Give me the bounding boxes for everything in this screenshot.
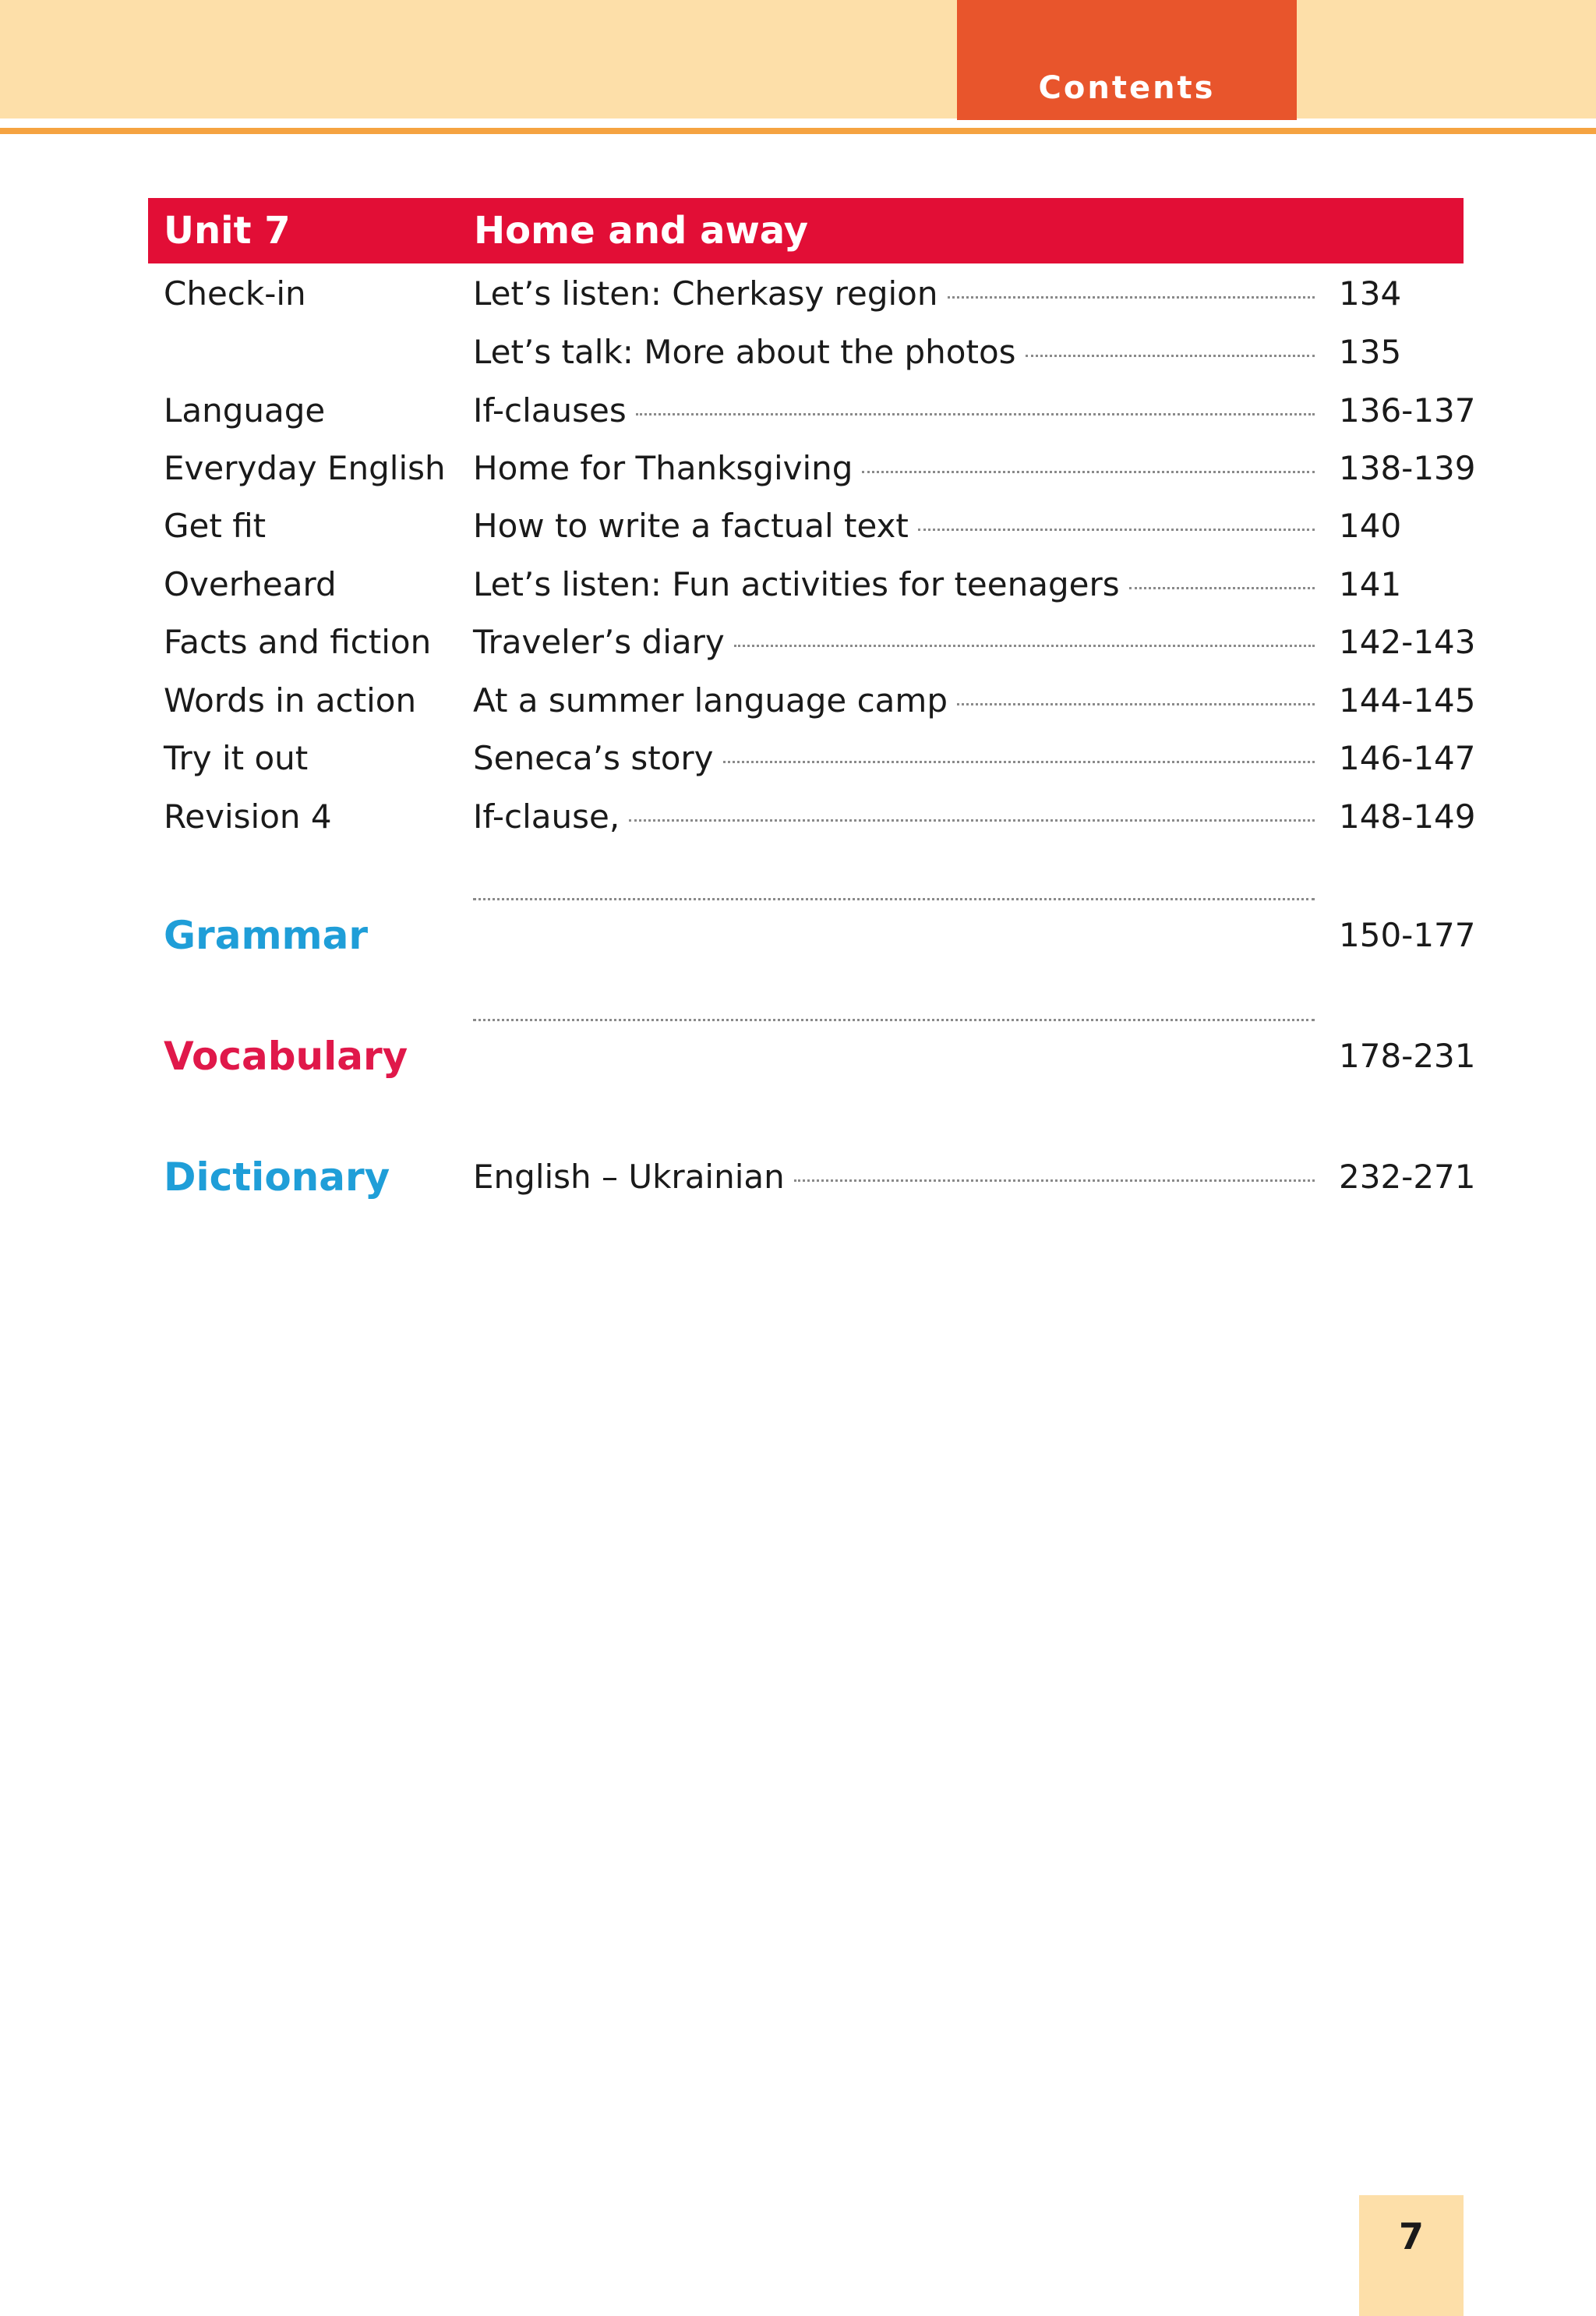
dot-leader — [957, 703, 1315, 705]
dot-leader — [918, 529, 1315, 531]
dot-leader — [473, 898, 1315, 900]
lesson-entry — [473, 265, 1315, 323]
lesson-entry — [473, 440, 1315, 497]
dot-leader — [862, 471, 1315, 473]
dot-leader — [1026, 355, 1315, 357]
grammar-heading: Grammar — [164, 913, 369, 958]
lesson-entry — [473, 730, 1315, 787]
lesson-entry — [473, 324, 1315, 381]
lesson-entry — [473, 1146, 1315, 1208]
lesson-title: English – Ukrainian — [473, 1158, 785, 1196]
page-range: 138-139 — [1339, 449, 1476, 487]
page-range: 134 — [1339, 274, 1402, 313]
lesson-entry — [473, 556, 1315, 613]
dictionary-heading: Dictionary — [164, 1154, 390, 1200]
grammar-row — [0, 904, 1596, 967]
dot-leader — [794, 1179, 1315, 1182]
unit-header-bar — [148, 198, 1464, 263]
contents-row — [0, 613, 1596, 671]
section-name: Facts and fiction — [164, 623, 432, 661]
contents-row — [0, 672, 1596, 730]
contents-row — [0, 788, 1596, 846]
lesson-title: If-clause, — [473, 797, 620, 836]
contents-row — [0, 382, 1596, 440]
section-name: Overheard — [164, 565, 337, 603]
lesson-entry — [473, 672, 1315, 730]
lesson-entry — [473, 788, 1315, 846]
contents-row — [0, 556, 1596, 613]
dot-leader — [734, 645, 1315, 647]
lesson-entry — [473, 1025, 1315, 1027]
dictionary-row — [0, 1146, 1596, 1208]
dot-leader — [629, 819, 1315, 822]
section-name: Try it out — [164, 739, 309, 777]
lesson-title: How to write a factual text — [473, 507, 909, 545]
page-range: 148-149 — [1339, 797, 1476, 836]
page-number-tab — [1359, 2195, 1464, 2316]
page-range: 136-137 — [1339, 391, 1476, 430]
dot-leader — [948, 296, 1315, 299]
section-name: Get fit — [164, 507, 267, 545]
vocabulary-heading: Vocabulary — [164, 1034, 408, 1079]
page-range: 135 — [1339, 333, 1402, 371]
lesson-entry — [473, 497, 1315, 555]
page-range: 142-143 — [1339, 623, 1476, 661]
dot-leader — [636, 413, 1315, 415]
page-range: 141 — [1339, 565, 1402, 603]
page-number: 7 — [1398, 2215, 1424, 2258]
lesson-entry — [473, 904, 1315, 907]
unit-label: Unit 7 — [164, 209, 291, 253]
page-range: 150-177 — [1339, 916, 1476, 954]
contents-row — [0, 497, 1596, 555]
contents-tab-label: Contents — [1038, 70, 1216, 106]
dot-leader — [473, 1019, 1315, 1021]
section-name: Check-in — [164, 274, 306, 313]
lesson-entry — [473, 382, 1315, 440]
lesson-title: Let’s listen: Fun activities for teenagers — [473, 565, 1120, 603]
lesson-title: Let’s talk: More about the photos — [473, 333, 1016, 371]
section-name: Words in action — [164, 681, 417, 720]
section-name: Language — [164, 391, 326, 430]
lesson-title: Home for Thanksgiving — [473, 449, 853, 487]
contents-tab — [957, 0, 1297, 120]
header-band — [0, 0, 1596, 118]
dot-leader — [1129, 587, 1315, 589]
lesson-title: At a summer language camp — [473, 681, 948, 720]
contents-row — [0, 324, 1596, 381]
dot-leader — [723, 761, 1315, 763]
unit-title: Home and away — [474, 209, 808, 253]
lesson-title: Seneca’s story — [473, 739, 714, 777]
header-rule — [0, 128, 1596, 134]
lesson-entry — [473, 613, 1315, 671]
lesson-title: Let’s listen: Cherkasy region — [473, 274, 938, 313]
page-range: 140 — [1339, 507, 1402, 545]
lesson-title: If-clauses — [473, 391, 627, 430]
page-range: 178-231 — [1339, 1037, 1476, 1075]
section-name: Everyday English — [164, 449, 446, 487]
lesson-title: Traveler’s diary — [473, 623, 725, 661]
section-name: Revision 4 — [164, 797, 332, 836]
contents-row — [0, 440, 1596, 497]
page-range: 146-147 — [1339, 739, 1476, 777]
page-range: 144-145 — [1339, 681, 1476, 720]
vocabulary-row — [0, 1025, 1596, 1087]
contents-row — [0, 730, 1596, 787]
page-range: 232-271 — [1339, 1158, 1476, 1196]
contents-row — [0, 265, 1596, 323]
